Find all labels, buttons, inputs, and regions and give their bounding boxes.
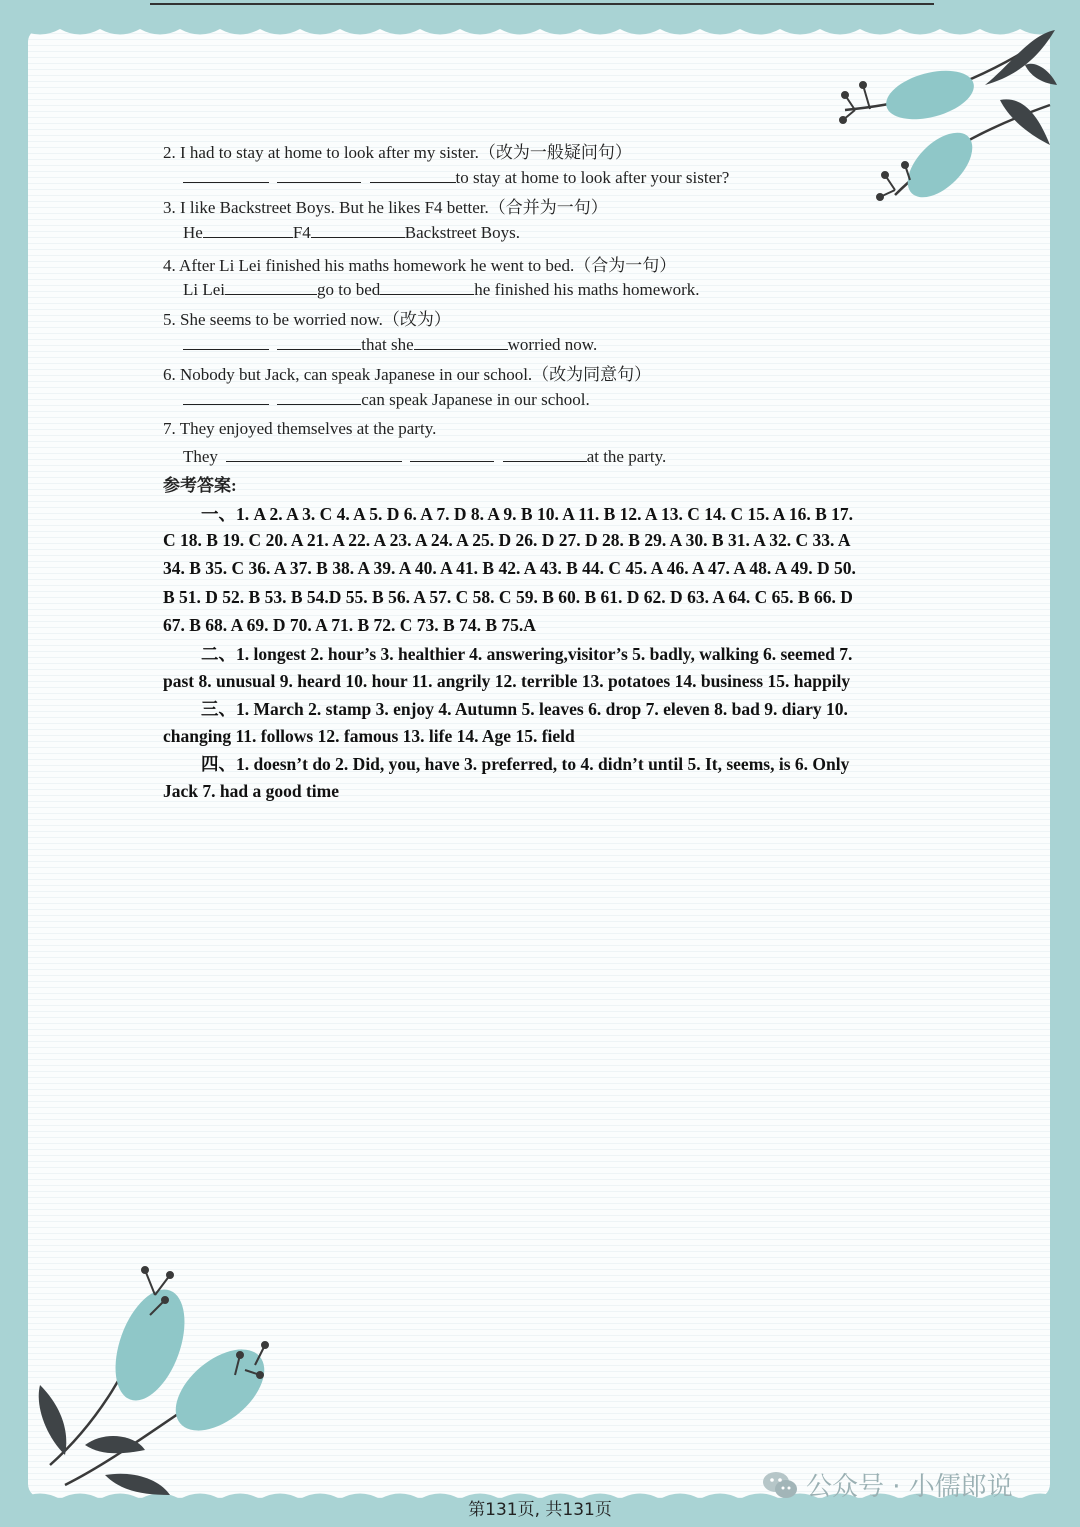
blank[interactable] [225,280,317,295]
answer-line: changing 11. follows 12. famous 13. life 14. Age 15. field [163,726,575,746]
blank[interactable] [183,335,269,350]
answer-line: 34. B 35. C 36. A 37. B 38. A 39. A 40. A 41. B 42. A 43. B 44. C 45. A 46. A 47. A 48. A 49. D 50. [163,558,856,578]
question-prompt: 3. I like Backstreet Boys. But he likes F4 better.（合并为一句） [163,198,608,217]
answer-line [183,223,520,243]
blank[interactable] [226,447,402,462]
answer-line: 67. B 68. A 69. D 70. A 71. B 72. C 73. B 74. B 75.A [163,615,536,635]
question-prompt: 2. I had to stay at home to look after my sister.（改为一般疑问句） [163,143,632,162]
page-number: 第131页, 共131页 [468,1500,612,1520]
answer-line: B 51. D 52. B 53. B 54.D 55. B 56. A 57. C 58. C 59. B 60. B 61. D 62. D 63. A 64. C 65. B 66. D [163,587,853,607]
answer-text: Li Lei [183,280,226,299]
blank[interactable] [183,168,269,183]
answer-line: 三、1. March 2. stamp 3. enjoy 4. Autumn 5. leaves 6. drop 7. eleven 8. bad 9. diary 10. [201,699,848,719]
blank[interactable] [414,335,508,350]
answer-text: can speak Japanese in our school. [361,390,590,409]
floral-decoration-top-right [835,25,1060,205]
answer-line [183,390,590,410]
answer-text: They [183,447,218,466]
answer-line [183,447,666,467]
answer-line: 一、1. A 2. A 3. C 4. A 5. D 6. A 7. D 8. A 9. B 10. A 11. B 12. A 13. C 14. C 15. A 16. B 17. [201,504,853,524]
answer-line [183,168,729,188]
blank[interactable] [203,223,293,238]
blank[interactable] [503,447,587,462]
answer-text: go to bed [317,280,381,299]
answer-line [183,335,597,355]
answer-line: 四、1. doesn’t do 2. Did, you, have 3. preferred, to 4. didn’t until 5. It, seems, is 6. Only [201,754,850,774]
question-prompt: 5. She seems to be worried now.（改为） [163,310,451,329]
answer-text: at the party. [586,447,667,466]
answer-line: Jack 7. had a good time [163,781,339,801]
answer-line: 二、1. longest 2. hour’s 3. healthier 4. answering,visitor’s 5. badly, walking 6. seemed 7. [201,644,853,664]
answers-heading: 参考答案: [163,476,237,495]
answer-text: Backstreet Boys. [404,223,520,242]
question-prompt: 7. They enjoyed themselves at the party. [163,419,437,438]
blank[interactable] [380,280,474,295]
question-prompt: 4. After Li Lei finished his maths homework he went to bed.（合为一句） [163,256,677,275]
blank[interactable] [410,447,494,462]
answer-text: he finished his maths homework. [474,280,700,299]
blank[interactable] [311,223,405,238]
answer-line: past 8. unusual 9. heard 10. hour 11. angrily 12. terrible 13. potatoes 14. business 15. happily [163,671,851,691]
blank[interactable] [277,335,361,350]
answer-text: He [183,223,203,242]
answer-line: C 18. B 19. C 20. A 21. A 22. A 23. A 24. A 25. D 26. D 27. D 28. B 29. A 30. B 31. A 32. C 33. A [163,530,851,550]
blank[interactable] [277,390,361,405]
answer-text: to stay at home to look after your sister? [455,168,730,187]
blank[interactable] [277,168,361,183]
floral-decoration-bottom-left [25,1255,275,1495]
watermark-text: 公众号 · 小儒郎说 [806,1472,1013,1502]
answer-text: F4 [292,223,311,242]
answer-text: that she [361,335,414,354]
question-prompt: 6. Nobody but Jack, can speak Japanese in our school.（改为同意句） [163,365,652,384]
top-rule [150,3,934,5]
answer-text: worried now. [507,335,598,354]
answer-line [183,280,700,300]
blank[interactable] [183,390,269,405]
blank[interactable] [370,168,456,183]
